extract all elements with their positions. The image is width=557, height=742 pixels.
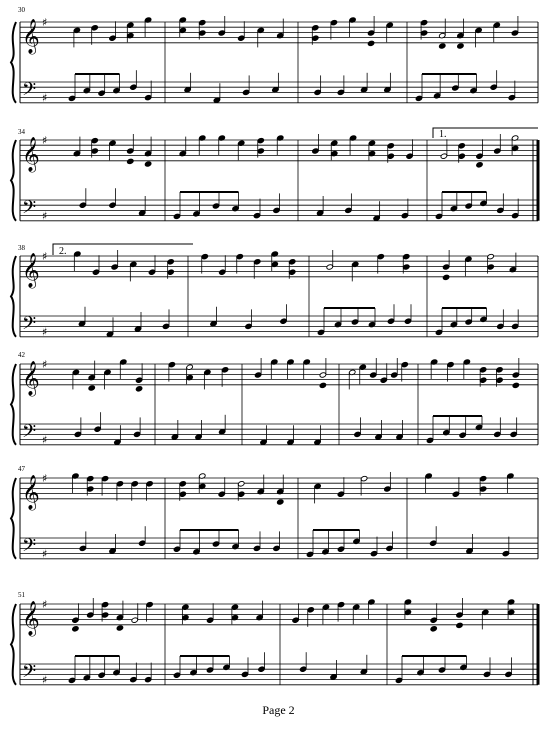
note-head: [384, 87, 391, 93]
note-head: [292, 617, 299, 623]
note-head: [179, 481, 186, 487]
note-head: [456, 612, 463, 618]
note-head: [94, 426, 101, 432]
bass-clef-icon: 𝄢: [22, 661, 37, 687]
note-head: [101, 475, 108, 481]
note-head: [168, 361, 175, 367]
note-head: [511, 30, 518, 36]
note-head: [139, 540, 146, 546]
bass-clef-icon: 𝄢: [22, 197, 37, 223]
note-head: [111, 264, 118, 270]
note-head: [508, 94, 515, 100]
note-head: [380, 377, 387, 383]
note-head: [127, 148, 134, 154]
note-head: [72, 626, 79, 632]
note-head: [87, 475, 94, 481]
note-head: [68, 677, 75, 683]
system-3: [11, 250, 538, 339]
note-head: [109, 548, 116, 554]
note-head: [179, 491, 186, 497]
note-head: [317, 329, 324, 335]
note-head: [386, 545, 393, 551]
note-head: [337, 491, 344, 497]
note-head: [184, 87, 191, 93]
note-head: [307, 607, 314, 613]
note-head: [92, 269, 99, 275]
key-sharp-icon: ♯: [42, 598, 48, 611]
note-head: [280, 318, 287, 324]
note-head: [510, 431, 517, 437]
brace-icon: [11, 22, 16, 103]
note-head: [206, 617, 213, 623]
note-head: [273, 545, 280, 551]
measure-number: 51: [18, 591, 25, 599]
note-head: [480, 367, 487, 373]
note-head: [387, 143, 394, 149]
note-head: [254, 372, 261, 378]
note-head: [439, 43, 446, 49]
note-head: [465, 319, 472, 325]
note-head: [289, 259, 296, 265]
note-head: [79, 545, 86, 551]
note-head: [130, 676, 137, 682]
note-head: [426, 437, 433, 443]
volta-label: 1.: [439, 129, 447, 140]
note-head: [254, 259, 261, 265]
system-1: [11, 16, 538, 105]
note-head: [289, 269, 296, 275]
treble-clef-icon: 𝄞: [22, 600, 40, 636]
bass-clef-icon: 𝄢: [22, 421, 37, 447]
key-sharp-icon: ♯: [42, 91, 48, 105]
note-head: [312, 25, 319, 31]
note-head: [72, 617, 79, 623]
note-head: [238, 491, 245, 497]
note-head: [360, 669, 367, 675]
note-head: [442, 264, 449, 270]
note-head: [360, 475, 367, 481]
note-head: [497, 323, 504, 329]
note-head: [502, 550, 509, 556]
note-head: [221, 367, 228, 373]
note-head: [387, 318, 394, 324]
key-sharp-icon: ♯: [42, 472, 48, 485]
note-head: [387, 153, 394, 159]
note-head: [483, 671, 490, 677]
note-head: [465, 203, 472, 209]
note-head: [430, 626, 437, 632]
note-head: [201, 253, 208, 259]
note-head: [497, 207, 504, 213]
note-head: [466, 548, 473, 554]
treble-clef-icon: 𝄞: [22, 18, 40, 54]
bass-clef-icon: 𝄢: [22, 79, 37, 105]
note-head: [116, 625, 123, 631]
note-head: [106, 331, 113, 337]
treble-clef-icon: 𝄞: [22, 136, 40, 172]
page-number: Page 2: [262, 703, 295, 717]
note-head: [401, 212, 408, 218]
brace-icon: [11, 604, 16, 685]
note-head: [199, 19, 206, 25]
note-head: [74, 431, 81, 437]
note-head: [146, 481, 153, 487]
volta-bracket-1: [433, 128, 538, 138]
note-head: [162, 323, 169, 329]
measure-number: 47: [18, 465, 25, 473]
note-head: [273, 207, 280, 213]
note-head: [218, 491, 225, 497]
note-head: [212, 203, 219, 209]
key-sharp-icon: ♯: [42, 134, 48, 147]
note-head: [496, 377, 503, 383]
note-head: [253, 212, 260, 218]
note-head: [88, 385, 95, 391]
note-head: [260, 439, 267, 445]
note-head: [135, 386, 142, 392]
note-head: [253, 545, 260, 551]
note-head: [458, 143, 465, 149]
note-head: [101, 612, 108, 618]
note-head: [442, 274, 449, 280]
brace-icon: [11, 256, 16, 337]
key-sharp-icon: ♯: [42, 547, 48, 561]
note-head: [131, 617, 138, 623]
key-sharp-icon: ♯: [42, 673, 48, 687]
note-head: [272, 87, 279, 93]
note-head: [496, 367, 503, 373]
system-5: [11, 472, 538, 561]
note-head: [238, 481, 245, 487]
note-head: [139, 210, 146, 216]
note-head: [134, 326, 141, 332]
note-head: [277, 499, 284, 505]
note-head: [512, 212, 519, 218]
note-head: [459, 432, 466, 438]
note-head: [479, 475, 486, 481]
note-head: [219, 429, 226, 435]
note-head: [430, 617, 437, 623]
note-head: [109, 202, 116, 208]
note-head: [403, 264, 410, 270]
note-head: [435, 329, 442, 335]
measure-number: 42: [18, 351, 25, 359]
note-head: [306, 551, 313, 557]
note-head: [133, 431, 140, 437]
note-head: [337, 546, 344, 552]
note-head: [245, 323, 252, 329]
note-head: [114, 439, 121, 445]
note-head: [512, 382, 519, 388]
note-head: [127, 158, 134, 164]
note-head: [326, 264, 333, 270]
note-head: [287, 439, 294, 445]
note-head: [167, 259, 174, 265]
note-head: [404, 318, 411, 324]
measure-number: 34: [18, 128, 25, 136]
treble-clef-icon: 𝄞: [22, 360, 40, 396]
note-head: [512, 372, 519, 378]
note-head: [458, 153, 465, 159]
volta-label: 2.: [59, 246, 67, 257]
note-head: [219, 269, 226, 275]
note-head: [354, 431, 361, 437]
note-head: [78, 321, 85, 327]
note-head: [447, 361, 454, 367]
key-sharp-icon: ♯: [42, 358, 48, 371]
note-head: [109, 35, 116, 41]
note-head: [199, 30, 206, 36]
note-head: [212, 541, 219, 547]
note-head: [101, 601, 108, 607]
note-head: [487, 264, 494, 270]
note-head: [68, 95, 75, 101]
note-head: [91, 137, 98, 143]
key-sharp-icon: ♯: [42, 250, 48, 263]
note-head: [258, 666, 265, 672]
note-head: [330, 19, 337, 25]
note-head: [319, 382, 326, 388]
note-head: [238, 35, 245, 41]
note-head: [195, 434, 202, 440]
note-head: [384, 486, 391, 492]
note-head: [257, 137, 264, 143]
note-head: [116, 481, 123, 487]
measure-number: 38: [18, 244, 25, 252]
note-head: [476, 153, 483, 159]
note-head: [480, 377, 487, 383]
note-head: [452, 85, 459, 91]
note-head: [490, 84, 497, 90]
note-head: [457, 43, 464, 49]
note-head: [367, 30, 374, 36]
note-head: [148, 269, 155, 275]
note-head: [375, 434, 382, 440]
note-head: [91, 148, 98, 154]
note-head: [173, 672, 180, 678]
key-sharp-icon: ♯: [42, 325, 48, 339]
note-head: [91, 25, 98, 31]
note-head: [312, 35, 319, 41]
note-head: [430, 540, 437, 546]
note-head: [242, 89, 249, 95]
note-head: [401, 361, 408, 367]
note-head: [257, 148, 264, 154]
note-head: [487, 253, 494, 259]
note-head: [438, 667, 445, 673]
note-head: [87, 612, 94, 618]
measure-number: 30: [18, 6, 25, 14]
note-head: [494, 431, 501, 437]
note-head: [144, 161, 151, 167]
note-head: [167, 269, 174, 275]
note-head: [135, 377, 142, 383]
note-head: [173, 213, 180, 219]
note-head: [330, 674, 337, 680]
note-head: [319, 372, 326, 378]
note-head: [420, 30, 427, 36]
note-head: [420, 19, 427, 25]
note-head: [406, 153, 413, 159]
system-4: [11, 358, 538, 447]
note-head: [373, 215, 380, 221]
note-head: [314, 89, 321, 95]
note-head: [98, 672, 105, 678]
note-head: [456, 622, 463, 628]
key-sharp-icon: ♯: [42, 433, 48, 447]
note-head: [314, 439, 321, 445]
note-head: [241, 671, 248, 677]
note-head: [337, 89, 344, 95]
treble-clef-icon: 𝄞: [22, 474, 40, 510]
note-head: [171, 434, 178, 440]
note-head: [360, 87, 367, 93]
note-head: [512, 323, 519, 329]
note-head: [345, 207, 352, 213]
system-2: [11, 134, 538, 223]
system-6: [11, 598, 538, 687]
note-head: [131, 481, 138, 487]
note-head: [377, 253, 384, 259]
bass-clef-icon: 𝄢: [22, 313, 37, 339]
note-head: [479, 486, 486, 492]
note-head: [316, 210, 323, 216]
note-head: [452, 491, 459, 497]
key-sharp-icon: ♯: [42, 16, 48, 29]
note-head: [505, 671, 512, 677]
note-head: [300, 666, 307, 672]
note-head: [395, 677, 402, 683]
note-head: [173, 546, 180, 552]
note-head: [206, 667, 213, 673]
note-head: [396, 434, 403, 440]
note-head: [391, 372, 398, 378]
note-head: [210, 321, 217, 327]
note-head: [337, 601, 344, 607]
note-head: [367, 40, 374, 46]
note-head: [218, 30, 225, 36]
note-head: [415, 95, 422, 101]
note-head: [145, 94, 152, 100]
note-head: [370, 550, 377, 556]
note-head: [98, 90, 105, 96]
brace-icon: [11, 140, 16, 221]
note-head: [236, 253, 243, 259]
note-head: [440, 153, 447, 159]
note-head: [130, 84, 137, 90]
brace-icon: [11, 364, 16, 445]
note-head: [351, 319, 358, 325]
note-head: [79, 202, 86, 208]
note-head: [435, 213, 442, 219]
note-head: [145, 676, 152, 682]
key-sharp-icon: ♯: [42, 209, 48, 223]
treble-clef-icon: 𝄞: [22, 252, 40, 288]
note-head: [312, 148, 319, 154]
note-head: [476, 162, 483, 168]
note-head: [403, 253, 410, 259]
note-head: [87, 486, 94, 492]
note-head: [370, 372, 377, 378]
brace-icon: [11, 478, 16, 559]
note-head: [213, 97, 220, 103]
note-head: [146, 601, 153, 607]
note-head: [494, 148, 501, 154]
bass-clef-icon: 𝄢: [22, 535, 37, 561]
